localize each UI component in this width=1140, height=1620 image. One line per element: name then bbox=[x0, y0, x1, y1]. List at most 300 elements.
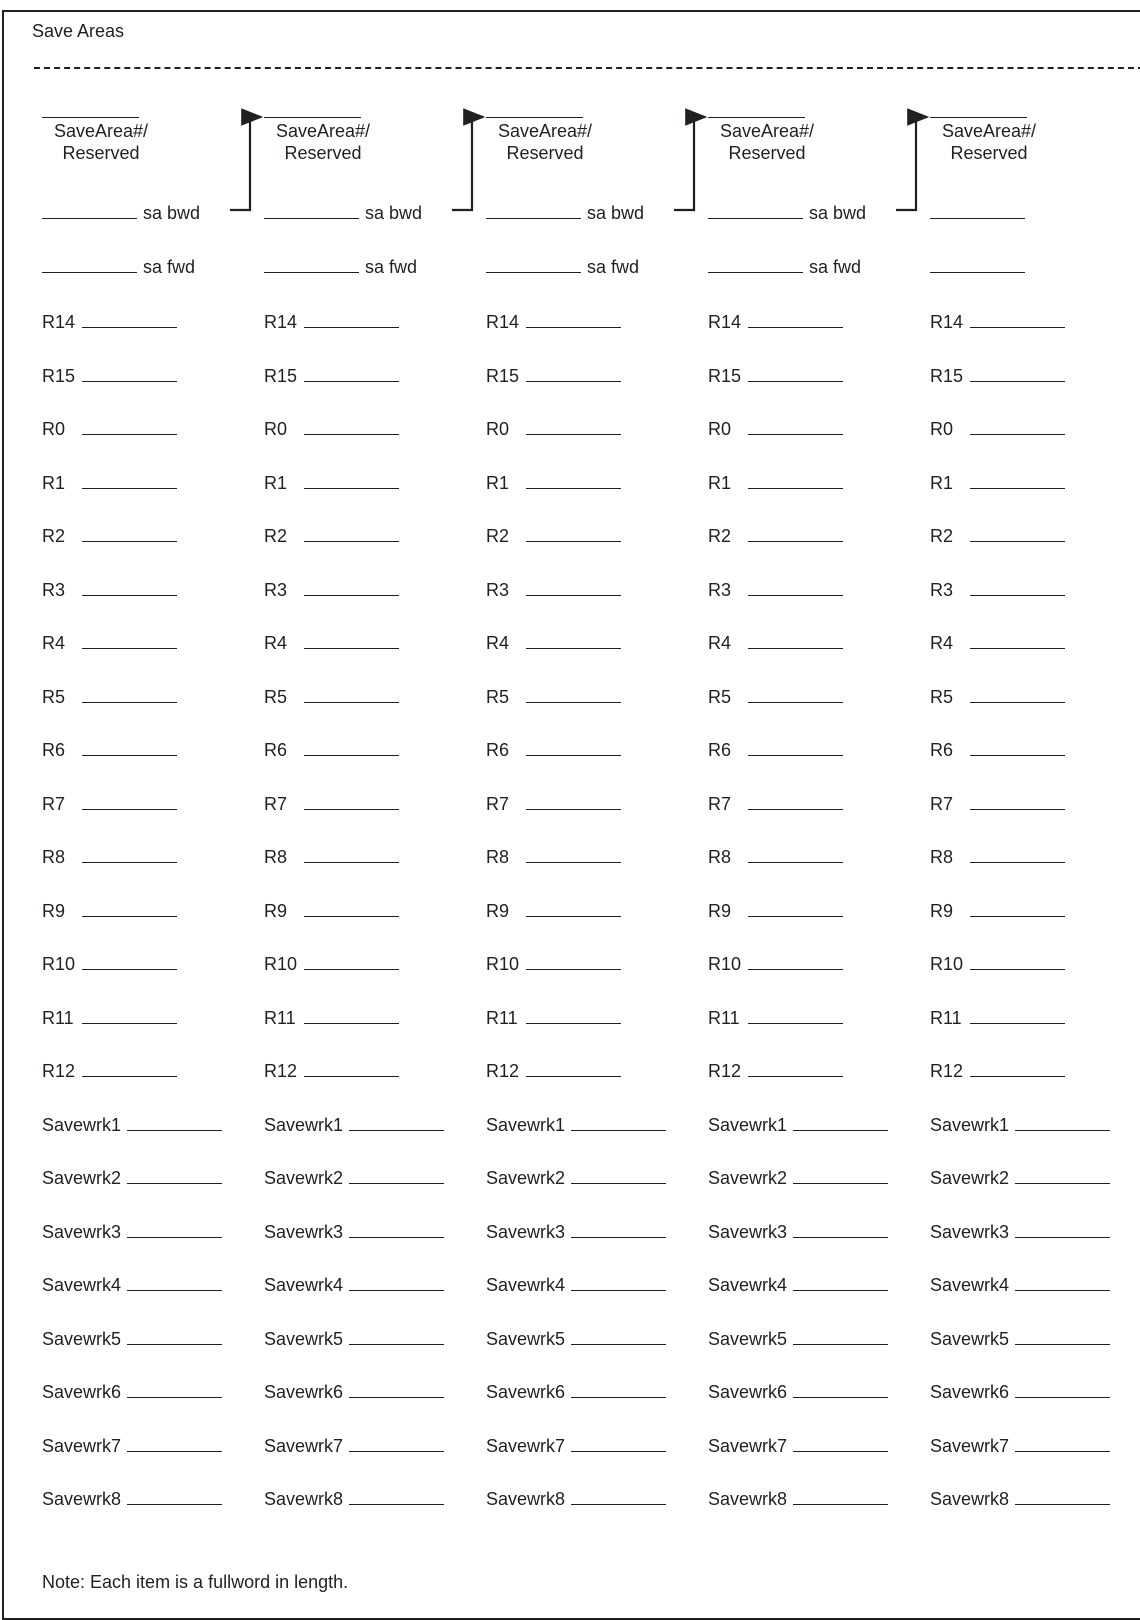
register-row bbox=[486, 311, 621, 333]
savewrk-value-blank[interactable] bbox=[571, 1344, 666, 1345]
savewrk-label: Savewrk6 bbox=[486, 1382, 566, 1402]
register-row bbox=[264, 1007, 399, 1029]
register-value-blank[interactable] bbox=[748, 862, 843, 863]
register-value-blank[interactable] bbox=[304, 862, 399, 863]
savewrk-label: Savewrk1 bbox=[42, 1114, 122, 1135]
register-value-blank[interactable] bbox=[526, 488, 621, 489]
register-value-blank[interactable] bbox=[526, 755, 621, 756]
register-row bbox=[264, 739, 399, 761]
sa-fwd-row bbox=[264, 256, 417, 278]
register-row bbox=[486, 632, 621, 654]
savewrk-value-blank[interactable] bbox=[349, 1344, 444, 1345]
register-value-blank[interactable] bbox=[526, 969, 621, 970]
register-value-blank[interactable] bbox=[304, 702, 399, 703]
register-value-blank[interactable] bbox=[82, 327, 177, 328]
savewrk-row bbox=[42, 1328, 222, 1350]
savearea-id-blank[interactable] bbox=[930, 117, 1027, 118]
savewrk-value-blank[interactable] bbox=[127, 1504, 222, 1505]
register-value-blank[interactable] bbox=[304, 916, 399, 917]
register-row bbox=[486, 418, 621, 440]
register-value-blank[interactable] bbox=[526, 541, 621, 542]
savearea-header-line1: SaveArea#/ bbox=[941, 121, 1037, 141]
sa-bwd-row bbox=[42, 202, 200, 224]
register-label: R10 bbox=[42, 954, 76, 974]
register-label: R0 bbox=[930, 419, 954, 439]
register-row bbox=[708, 686, 843, 708]
register-label: R2 bbox=[486, 526, 510, 546]
savearea-id-blank[interactable] bbox=[486, 117, 583, 118]
register-label: R3 bbox=[264, 579, 288, 600]
register-value-blank[interactable] bbox=[526, 1023, 621, 1024]
register-label: R5 bbox=[264, 686, 288, 707]
savearea-id-blank[interactable] bbox=[264, 117, 361, 118]
savewrk-row bbox=[42, 1381, 222, 1403]
savewrk-label: Savewrk1 bbox=[264, 1114, 344, 1135]
savewrk-label: Savewrk6 bbox=[264, 1382, 344, 1402]
savewrk-value-blank[interactable] bbox=[1015, 1504, 1110, 1505]
savewrk-row bbox=[486, 1328, 666, 1350]
savewrk-label: Savewrk6 bbox=[42, 1382, 122, 1402]
register-label: R0 bbox=[708, 419, 732, 439]
register-label: R10 bbox=[930, 954, 964, 974]
savewrk-label: Savewrk5 bbox=[264, 1328, 344, 1349]
register-row bbox=[708, 739, 843, 761]
register-row bbox=[264, 1060, 399, 1082]
register-value-blank[interactable] bbox=[82, 969, 177, 970]
register-label: R8 bbox=[708, 847, 732, 867]
register-label: R2 bbox=[708, 526, 732, 546]
savewrk-value-blank[interactable] bbox=[127, 1237, 222, 1238]
register-row bbox=[264, 632, 399, 654]
register-label: R9 bbox=[486, 900, 510, 921]
register-label: R5 bbox=[708, 686, 732, 707]
register-row bbox=[264, 525, 399, 547]
savewrk-value-blank[interactable] bbox=[349, 1504, 444, 1505]
register-value-blank[interactable] bbox=[82, 702, 177, 703]
register-value-blank[interactable] bbox=[526, 862, 621, 863]
register-label: R10 bbox=[708, 954, 742, 974]
register-value-blank[interactable] bbox=[748, 648, 843, 649]
savewrk-value-blank[interactable] bbox=[793, 1183, 888, 1184]
register-label: R14 bbox=[264, 312, 298, 332]
sa-bwd-label: sa bwd bbox=[587, 203, 645, 223]
sa-fwd-blank[interactable] bbox=[42, 272, 137, 273]
savearea-header-label bbox=[41, 120, 161, 164]
save-areas-form bbox=[2, 10, 1140, 1620]
savearea-id-blank[interactable] bbox=[708, 117, 805, 118]
sa-fwd-blank[interactable] bbox=[264, 272, 359, 273]
savewrk-row bbox=[930, 1114, 1110, 1136]
savewrk-row bbox=[486, 1274, 666, 1296]
register-row bbox=[708, 418, 843, 440]
register-row bbox=[708, 1007, 843, 1029]
register-row bbox=[930, 579, 1065, 601]
savewrk-row bbox=[930, 1328, 1110, 1350]
register-label: R3 bbox=[708, 579, 732, 600]
savewrk-value-blank[interactable] bbox=[127, 1344, 222, 1345]
register-label: R10 bbox=[486, 954, 520, 974]
savewrk-row bbox=[264, 1274, 444, 1296]
register-label: R9 bbox=[264, 900, 288, 921]
savewrk-value-blank[interactable] bbox=[1015, 1183, 1110, 1184]
register-row bbox=[708, 525, 843, 547]
register-value-blank[interactable] bbox=[748, 755, 843, 756]
register-label: R4 bbox=[264, 633, 288, 653]
sa-fwd-blank[interactable] bbox=[486, 272, 581, 273]
register-row bbox=[930, 1060, 1065, 1082]
register-value-blank[interactable] bbox=[304, 1023, 399, 1024]
savewrk-value-blank[interactable] bbox=[349, 1397, 444, 1398]
register-label: R7 bbox=[708, 793, 732, 814]
savewrk-value-blank[interactable] bbox=[127, 1130, 222, 1131]
page-title: Save Areas bbox=[32, 21, 125, 41]
savewrk-value-blank[interactable] bbox=[1015, 1130, 1110, 1131]
savewrk-value-blank[interactable] bbox=[349, 1290, 444, 1291]
register-value-blank[interactable] bbox=[748, 541, 843, 542]
register-row bbox=[486, 846, 621, 868]
register-label: R15 bbox=[42, 365, 76, 386]
register-row bbox=[708, 953, 843, 975]
register-label: R1 bbox=[930, 472, 954, 493]
register-row bbox=[264, 686, 399, 708]
savewrk-label: Savewrk3 bbox=[42, 1221, 122, 1242]
register-label: R7 bbox=[930, 793, 954, 814]
register-row bbox=[930, 900, 1065, 922]
savewrk-row bbox=[42, 1274, 222, 1296]
register-row bbox=[264, 579, 399, 601]
register-label: R11 bbox=[42, 1007, 74, 1028]
register-row bbox=[264, 472, 399, 494]
register-value-blank[interactable] bbox=[526, 595, 621, 596]
sa-bwd-blank[interactable] bbox=[264, 218, 359, 219]
register-row bbox=[486, 793, 621, 815]
register-value-blank[interactable] bbox=[970, 595, 1065, 596]
savewrk-value-blank[interactable] bbox=[127, 1397, 222, 1398]
register-row bbox=[708, 472, 843, 494]
savewrk-value-blank[interactable] bbox=[1015, 1344, 1110, 1345]
savewrk-value-blank[interactable] bbox=[127, 1290, 222, 1291]
savearea-id-blank[interactable] bbox=[42, 117, 139, 118]
sa-fwd-blank[interactable] bbox=[930, 272, 1025, 273]
register-row bbox=[930, 311, 1065, 333]
register-label: R1 bbox=[708, 472, 732, 493]
savewrk-value-blank[interactable] bbox=[793, 1397, 888, 1398]
savewrk-label: Savewrk7 bbox=[486, 1435, 566, 1456]
register-value-blank[interactable] bbox=[970, 434, 1065, 435]
register-row bbox=[42, 953, 177, 975]
register-value-blank[interactable] bbox=[970, 969, 1065, 970]
register-label: R1 bbox=[264, 472, 288, 493]
savearea-header-label bbox=[485, 120, 605, 164]
sa-fwd-label: sa fwd bbox=[587, 257, 640, 277]
register-label: R15 bbox=[486, 365, 520, 386]
savewrk-row bbox=[486, 1167, 666, 1189]
register-value-blank[interactable] bbox=[304, 809, 399, 810]
dashed-divider bbox=[34, 67, 1140, 69]
register-value-blank[interactable] bbox=[526, 381, 621, 382]
register-value-blank[interactable] bbox=[748, 381, 843, 382]
register-row bbox=[264, 365, 399, 387]
register-value-blank[interactable] bbox=[82, 809, 177, 810]
register-value-blank[interactable] bbox=[748, 488, 843, 489]
register-row bbox=[930, 418, 1065, 440]
sa-fwd-row bbox=[42, 256, 195, 278]
savewrk-value-blank[interactable] bbox=[571, 1290, 666, 1291]
register-label: R4 bbox=[42, 633, 66, 653]
register-value-blank[interactable] bbox=[82, 434, 177, 435]
register-row bbox=[486, 472, 621, 494]
register-label: R9 bbox=[42, 900, 66, 921]
register-row bbox=[42, 739, 177, 761]
register-label: R6 bbox=[486, 740, 510, 760]
register-value-blank[interactable] bbox=[748, 702, 843, 703]
savewrk-value-blank[interactable] bbox=[571, 1504, 666, 1505]
register-value-blank[interactable] bbox=[970, 862, 1065, 863]
register-value-blank[interactable] bbox=[748, 1023, 843, 1024]
savearea-header-line2: Reserved bbox=[506, 143, 584, 163]
register-value-blank[interactable] bbox=[82, 862, 177, 863]
register-label: R5 bbox=[42, 686, 66, 707]
savewrk-label: Savewrk3 bbox=[486, 1221, 566, 1242]
savewrk-row bbox=[264, 1328, 444, 1350]
register-label: R7 bbox=[486, 793, 510, 814]
register-value-blank[interactable] bbox=[304, 488, 399, 489]
sa-bwd-blank[interactable] bbox=[486, 218, 581, 219]
sa-bwd-row bbox=[930, 202, 1031, 224]
savearea-header-line1: SaveArea#/ bbox=[497, 121, 593, 141]
savewrk-label: Savewrk4 bbox=[708, 1275, 788, 1295]
savewrk-label: Savewrk4 bbox=[930, 1275, 1010, 1295]
register-value-blank[interactable] bbox=[304, 755, 399, 756]
sa-bwd-blank[interactable] bbox=[930, 218, 1025, 219]
register-row bbox=[264, 953, 399, 975]
register-row bbox=[264, 418, 399, 440]
register-value-blank[interactable] bbox=[82, 381, 177, 382]
savewrk-value-blank[interactable] bbox=[793, 1290, 888, 1291]
register-label: R0 bbox=[486, 419, 510, 439]
savewrk-value-blank[interactable] bbox=[1015, 1290, 1110, 1291]
register-value-blank[interactable] bbox=[304, 381, 399, 382]
savewrk-value-blank[interactable] bbox=[571, 1130, 666, 1131]
register-value-blank[interactable] bbox=[748, 434, 843, 435]
sa-fwd-row bbox=[486, 256, 639, 278]
savewrk-value-blank[interactable] bbox=[349, 1130, 444, 1131]
register-value-blank[interactable] bbox=[970, 916, 1065, 917]
register-label: R2 bbox=[264, 526, 288, 546]
savearea-header-label bbox=[929, 120, 1049, 164]
register-row bbox=[264, 793, 399, 815]
register-value-blank[interactable] bbox=[526, 327, 621, 328]
register-row bbox=[486, 365, 621, 387]
register-label: R7 bbox=[42, 793, 66, 814]
savewrk-value-blank[interactable] bbox=[571, 1451, 666, 1452]
register-row bbox=[42, 579, 177, 601]
register-row bbox=[42, 900, 177, 922]
savewrk-label: Savewrk2 bbox=[42, 1168, 122, 1188]
register-row bbox=[930, 365, 1065, 387]
register-value-blank[interactable] bbox=[970, 1023, 1065, 1024]
register-label: R14 bbox=[486, 312, 520, 332]
savewrk-value-blank[interactable] bbox=[127, 1451, 222, 1452]
register-label: R8 bbox=[930, 847, 954, 867]
register-row bbox=[486, 525, 621, 547]
savewrk-row bbox=[42, 1221, 222, 1243]
register-value-blank[interactable] bbox=[526, 1076, 621, 1077]
savewrk-value-blank[interactable] bbox=[349, 1451, 444, 1452]
register-value-blank[interactable] bbox=[748, 809, 843, 810]
register-row bbox=[930, 953, 1065, 975]
savewrk-label: Savewrk2 bbox=[708, 1168, 788, 1188]
register-value-blank[interactable] bbox=[970, 381, 1065, 382]
savewrk-row bbox=[486, 1114, 666, 1136]
savewrk-row bbox=[930, 1488, 1110, 1510]
register-label: R3 bbox=[42, 579, 66, 600]
sa-fwd-blank[interactable] bbox=[708, 272, 803, 273]
register-row bbox=[708, 846, 843, 868]
register-value-blank[interactable] bbox=[82, 488, 177, 489]
register-value-blank[interactable] bbox=[970, 327, 1065, 328]
savewrk-row bbox=[708, 1435, 888, 1457]
sa-bwd-blank[interactable] bbox=[42, 218, 137, 219]
savewrk-label: Savewrk3 bbox=[708, 1221, 788, 1242]
savewrk-label: Savewrk1 bbox=[930, 1114, 1010, 1135]
register-value-blank[interactable] bbox=[82, 648, 177, 649]
register-value-blank[interactable] bbox=[82, 1076, 177, 1077]
register-value-blank[interactable] bbox=[526, 702, 621, 703]
savewrk-value-blank[interactable] bbox=[1015, 1451, 1110, 1452]
savewrk-label: Savewrk5 bbox=[930, 1328, 1010, 1349]
register-row bbox=[264, 311, 399, 333]
register-value-blank[interactable] bbox=[304, 969, 399, 970]
savewrk-value-blank[interactable] bbox=[127, 1183, 222, 1184]
sa-bwd-blank[interactable] bbox=[708, 218, 803, 219]
register-value-blank[interactable] bbox=[970, 648, 1065, 649]
register-value-blank[interactable] bbox=[304, 1076, 399, 1077]
register-label: R9 bbox=[708, 900, 732, 921]
register-row bbox=[42, 686, 177, 708]
savewrk-value-blank[interactable] bbox=[793, 1451, 888, 1452]
savewrk-row bbox=[42, 1488, 222, 1510]
register-value-blank[interactable] bbox=[304, 595, 399, 596]
savewrk-value-blank[interactable] bbox=[571, 1397, 666, 1398]
register-value-blank[interactable] bbox=[970, 755, 1065, 756]
register-value-blank[interactable] bbox=[970, 488, 1065, 489]
register-value-blank[interactable] bbox=[970, 541, 1065, 542]
savewrk-value-blank[interactable] bbox=[793, 1344, 888, 1345]
sa-bwd-label: sa bwd bbox=[143, 203, 201, 223]
register-value-blank[interactable] bbox=[748, 969, 843, 970]
savewrk-row bbox=[264, 1114, 444, 1136]
register-value-blank[interactable] bbox=[526, 434, 621, 435]
savearea-header-line2: Reserved bbox=[284, 143, 362, 163]
register-value-blank[interactable] bbox=[526, 809, 621, 810]
register-value-blank[interactable] bbox=[526, 916, 621, 917]
register-row bbox=[930, 1007, 1065, 1029]
register-value-blank[interactable] bbox=[82, 755, 177, 756]
savewrk-value-blank[interactable] bbox=[571, 1237, 666, 1238]
savewrk-value-blank[interactable] bbox=[349, 1183, 444, 1184]
savewrk-label: Savewrk8 bbox=[930, 1489, 1010, 1509]
register-value-blank[interactable] bbox=[82, 541, 177, 542]
register-row bbox=[486, 953, 621, 975]
savewrk-label: Savewrk2 bbox=[264, 1168, 344, 1188]
savewrk-label: Savewrk4 bbox=[486, 1275, 566, 1295]
register-value-blank[interactable] bbox=[748, 1076, 843, 1077]
sa-fwd-row bbox=[930, 256, 1031, 278]
savearea-header-line2: Reserved bbox=[62, 143, 140, 163]
savewrk-value-blank[interactable] bbox=[571, 1183, 666, 1184]
register-value-blank[interactable] bbox=[304, 648, 399, 649]
savewrk-value-blank[interactable] bbox=[793, 1504, 888, 1505]
register-label: R2 bbox=[42, 526, 66, 546]
register-value-blank[interactable] bbox=[82, 595, 177, 596]
register-row bbox=[264, 846, 399, 868]
register-value-blank[interactable] bbox=[304, 327, 399, 328]
register-label: R11 bbox=[264, 1007, 296, 1028]
savewrk-label: Savewrk8 bbox=[708, 1489, 788, 1509]
sa-bwd-row bbox=[264, 202, 422, 224]
register-value-blank[interactable] bbox=[748, 327, 843, 328]
savewrk-row bbox=[930, 1381, 1110, 1403]
footnote: Note: Each item is a fullword in length. bbox=[42, 1572, 349, 1592]
register-value-blank[interactable] bbox=[748, 595, 843, 596]
register-row bbox=[42, 632, 177, 654]
savewrk-value-blank[interactable] bbox=[793, 1237, 888, 1238]
savewrk-value-blank[interactable] bbox=[349, 1237, 444, 1238]
savewrk-row bbox=[264, 1435, 444, 1457]
register-row bbox=[42, 418, 177, 440]
register-value-blank[interactable] bbox=[748, 916, 843, 917]
register-label: R12 bbox=[486, 1061, 520, 1081]
register-value-blank[interactable] bbox=[82, 1023, 177, 1024]
savewrk-row bbox=[264, 1167, 444, 1189]
register-value-blank[interactable] bbox=[82, 916, 177, 917]
savewrk-value-blank[interactable] bbox=[1015, 1397, 1110, 1398]
register-row bbox=[486, 900, 621, 922]
register-value-blank[interactable] bbox=[970, 702, 1065, 703]
savewrk-row bbox=[708, 1381, 888, 1403]
savewrk-label: Savewrk5 bbox=[486, 1328, 566, 1349]
register-label: R15 bbox=[708, 365, 742, 386]
savewrk-label: Savewrk8 bbox=[42, 1489, 122, 1509]
savewrk-value-blank[interactable] bbox=[1015, 1237, 1110, 1238]
savearea-header-label bbox=[263, 120, 383, 164]
register-value-blank[interactable] bbox=[526, 648, 621, 649]
sa-bwd-row bbox=[486, 202, 644, 224]
register-label: R5 bbox=[486, 686, 510, 707]
sa-fwd-label: sa fwd bbox=[365, 257, 418, 277]
savewrk-row bbox=[264, 1488, 444, 1510]
savearea-header-line1: SaveArea#/ bbox=[719, 121, 815, 141]
register-row bbox=[42, 472, 177, 494]
register-value-blank[interactable] bbox=[304, 541, 399, 542]
register-value-blank[interactable] bbox=[304, 434, 399, 435]
register-label: R4 bbox=[486, 633, 510, 653]
register-value-blank[interactable] bbox=[970, 1076, 1065, 1077]
register-label: R0 bbox=[264, 419, 288, 439]
sa-fwd-row bbox=[708, 256, 861, 278]
register-label: R12 bbox=[708, 1061, 742, 1081]
register-row bbox=[708, 311, 843, 333]
savewrk-row bbox=[708, 1221, 888, 1243]
register-label: R11 bbox=[486, 1007, 518, 1028]
register-label: R5 bbox=[930, 686, 954, 707]
register-value-blank[interactable] bbox=[970, 809, 1065, 810]
savewrk-value-blank[interactable] bbox=[793, 1130, 888, 1131]
register-label: R12 bbox=[930, 1061, 964, 1081]
savewrk-label: Savewrk7 bbox=[708, 1435, 788, 1456]
savewrk-row bbox=[930, 1435, 1110, 1457]
